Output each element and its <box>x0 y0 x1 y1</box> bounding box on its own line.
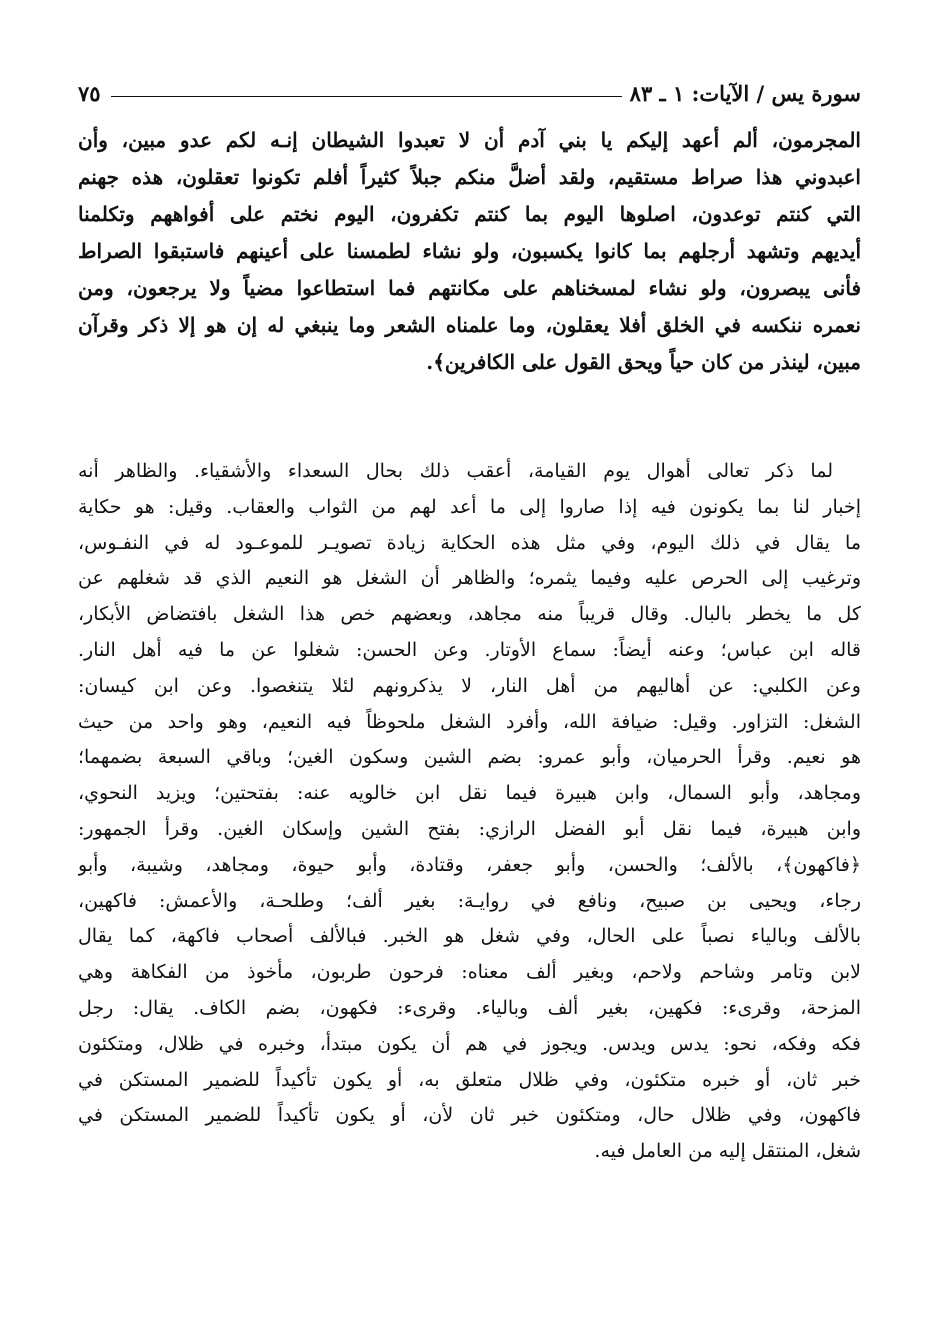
commentary-line: ما يقال في ذلك اليوم، وفي مثل هذه الحكاية زيادة تصويـر للموعـود له في النفـوس، <box>78 531 861 554</box>
running-title: سورة يس / الآيات: ١ ـ ٨٣ <box>629 81 861 106</box>
commentary-line: لابن وتامر وشاحم ولاحم، وبغير ألف معناه: فرحون طربون، مأخوذ من الفكاهة وهي <box>78 961 861 984</box>
commentary-line: المزحة، وقرىء: فكهين، بغير ألف وبالياء. وقرىء: فكهون، بضم الكاف. يقال: رجل <box>78 996 861 1019</box>
commentary-line: وترغيب إلى الحرص عليه وفيما يثمره؛ والظاهر أن الشغل هو النعيم الذي قد شغلهم عن <box>78 567 861 590</box>
commentary-line: بالألف وبالياء نصباً على الحال، وفي شغل هو الخبر. فبالألف أصحاب فاكهة، كما يقال <box>78 925 861 948</box>
page-header <box>78 72 861 106</box>
commentary-line: خبر ثان، أو خبره متكئون، وفي ظلال متعلق به، أو يكون تأكيداً للضمير المستكن في <box>78 1068 861 1091</box>
commentary-line: وعن الكلبي: عن أهاليهم من أهل النار، لا يذكرونهم لئلا يتنغصوا. وعن ابن كيسان: <box>78 674 861 697</box>
commentary-paragraph <box>78 454 861 1264</box>
commentary-line: قاله ابن عباس؛ وعنه أيضاً: سماع الأوتار. وعن الحسن: شغلوا عن ما فيه أهل النار. <box>78 638 861 661</box>
page-number: ٧٥ <box>78 81 101 106</box>
commentary-line: كل ما يخطر بالبال. وقال قريباً منه مجاهد، وبعضهم خص هذا الشغل بافتضاض الأبكار، <box>78 603 861 626</box>
quran-verse-block <box>78 122 861 422</box>
commentary-line: هو نعيم. وقرأ الحرميان، وأبو عمرو: بضم الشين وسكون الغين؛ وباقي السبعة بضمهما؛ <box>78 746 861 769</box>
verse-line: فأنى يبصرون، ولو نشاء لمسخناهم على مكانتهم فما استطاعوا مضياً ولا يرجعون، ومن <box>78 276 861 300</box>
commentary-line: فكه وفكه، نحو: يدس ويدس. ويجوز في هم أن يكون مبتدأ، وخبره في ظلال، ومتكئون <box>78 1032 861 1055</box>
commentary-line: شغل، المنتقل إليه من العامل فيه. <box>594 1140 861 1163</box>
header-rule <box>111 96 622 97</box>
verse-line: أيديهم وتشهد أرجلهم بما كانوا يكسبون، ولو نشاء لطمسنا على أعينهم فاستبقوا الصراط <box>78 239 861 263</box>
verse-line: مبين، لينذر من كان حياً ويحق القول على الكافرين﴾. <box>426 350 861 374</box>
commentary-line: وابن هبيرة، فيما نقل أبو الفضل الرازي: بفتح الشين وإسكان الغين. وقرأ الجمهور: <box>78 817 861 840</box>
verse-line: نعمره ننكسه في الخلق أفلا يعقلون، وما علمناه الشعر وما ينبغي له إن هو إلا ذكر وقرآن <box>78 313 861 337</box>
commentary-line: الشغل: التزاور. وقيل: ضيافة الله، وأفرد الشغل ملحوظاً فيه النعيم، وهو واحد من حيث <box>78 710 861 733</box>
commentary-line: إخبار لنا بما يكونون فيه إذا صاروا إلى ما أعد لهم من الثواب والعقاب. وقيل: هو حكاية <box>78 495 861 518</box>
commentary-line: فاكهون، وفي ظلال حال، ومتكئون خبر ثان لأن، أو يكون تأكيداً للضمير المستكن في <box>78 1104 861 1127</box>
commentary-line: ﴿فاكهون﴾، بالألف؛ والحسن، وأبو جعفر، وقتادة، وأبو حيوة، ومجاهد، وشيبة، وأبو <box>78 853 861 876</box>
verse-line: المجرمون، ألم أعهد إليكم يا بني آدم أن لا تعبدوا الشيطان إنـه لكم عدو مبين، وأن <box>78 128 861 152</box>
verse-line: التي كنتم توعدون، اصلوها اليوم بما كنتم تكفرون، اليوم نختم على أفواههم وتكلمنا <box>78 202 861 226</box>
commentary-line: لما ذكر تعالى أهوال يوم القيامة، أعقب ذلك بحال السعداء والأشقياء. والظاهر أنه <box>78 460 833 482</box>
commentary-line: ومجاهد، وأبو السمال، وابن هبيرة فيما نقل ابن خالويه عنه: بفتحتين؛ ويزيد النحوي، <box>78 782 861 805</box>
verse-line: اعبدوني هذا صراط مستقيم، ولقد أضلَّ منكم جبلاً كثيراً أفلم تكونوا تعقلون، هذه جهنم <box>78 165 861 189</box>
commentary-line: رجاء، ويحيى بن صبيح، ونافع في روايـة: بغير ألف؛ وطلحـة، والأعمش: فاكهين، <box>78 889 861 912</box>
